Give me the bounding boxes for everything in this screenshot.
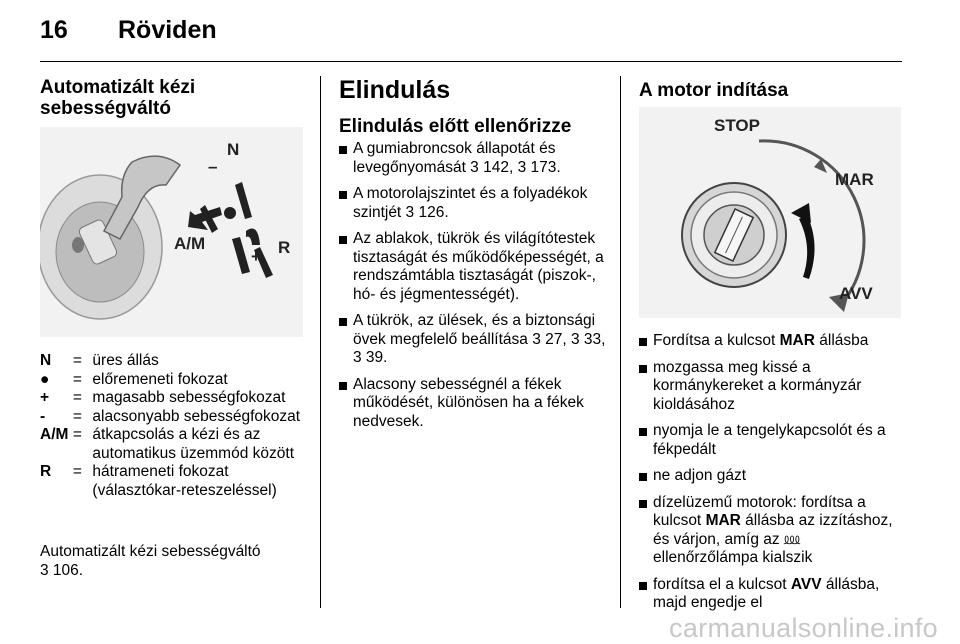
legend-desc: átkapcsolás a kézi és az automatikus üzemmód között bbox=[92, 426, 294, 462]
gearbox-reference: Automatizált kézi sebességváltó 3 106. bbox=[40, 543, 261, 579]
subheading-check: Elindulás előtt ellenőrizze bbox=[339, 116, 572, 137]
legend-row: N = üres állás bbox=[40, 352, 310, 371]
list-item: A gumiabroncsok állapotát és levegőnyomását 3 142, 3 173. bbox=[339, 140, 607, 177]
page-number: 16 bbox=[40, 16, 68, 44]
legend-desc: hátrameneti fokozat (választókar-reteszeléssel) bbox=[92, 463, 277, 499]
gear-label-n: N bbox=[227, 140, 240, 159]
list-item: fordítsa el a kulcsot AVV állásba, majd engedje el bbox=[639, 576, 909, 613]
legend-term: N bbox=[40, 352, 52, 369]
legend-row: A/M = átkapcsolás a kézi és az automatikus üzemmód között bbox=[40, 426, 310, 463]
watermark: carmanualsonline.info bbox=[669, 613, 938, 643]
legend-desc: üres állás bbox=[92, 352, 159, 369]
list-item: mozgassa meg kissé a kormánykereket a kormányzár kioldásához bbox=[639, 359, 909, 415]
gear-label-plus: + bbox=[251, 247, 261, 266]
list-item: Alacsony sebességnél a fékek működését, különösen ha a fékek nedvesek. bbox=[339, 376, 607, 432]
legend-desc: magasabb sebességfokozat bbox=[92, 389, 286, 406]
header-rule bbox=[40, 61, 902, 62]
column-divider-right bbox=[620, 76, 621, 608]
ignition-figure bbox=[639, 107, 901, 318]
ignition-illustration bbox=[639, 107, 901, 318]
legend-desc: alacsonyabb sebességfokozat bbox=[92, 407, 301, 425]
legend-row: - = alacsonyabb sebességfokozat bbox=[40, 408, 310, 427]
legend-row: R = hátrameneti fokozat (választókar-reteszeléssel) bbox=[40, 463, 310, 500]
gear-label-r: R bbox=[278, 238, 291, 257]
gear-selector-figure bbox=[40, 127, 303, 337]
legend-term: - bbox=[40, 407, 46, 425]
legend-row: + = magasabb sebességfokozat bbox=[40, 389, 310, 408]
list-item: dízelüzemű motorok: fordítsa a kulcsot MAR állásba az izzításhoz, és várjon, amíg az ⅏ ellenőrzőlámpa kialszik bbox=[639, 494, 909, 568]
gear-legend bbox=[40, 352, 310, 500]
legend-desc: előremeneti fokozat bbox=[92, 370, 228, 388]
list-item: Fordítsa a kulcsot MAR állásba bbox=[639, 332, 909, 351]
legend-term: + bbox=[40, 389, 50, 406]
list-item: A motorolajszintet és a folyadékok szintjét 3 126. bbox=[339, 185, 607, 222]
legend-term: A/M bbox=[40, 426, 69, 443]
legend-term: R bbox=[40, 463, 52, 480]
list-item: Az ablakok, tükrök és világítótestek tisztaságát és működőképességét, a rendszámtábla tisztaságát (piszok-, hó- és jégmentességét). bbox=[339, 230, 607, 304]
list-item: A tükrök, az ülések, és a biztonsági övek megfelelő beállítása 3 27, 3 33, 3 39. bbox=[339, 312, 607, 368]
gear-label-minus: – bbox=[208, 157, 218, 176]
gear-selector-illustration bbox=[40, 127, 303, 337]
ignition-label-mar: MAR bbox=[835, 170, 874, 189]
section-heading-engine-start: A motor indítása bbox=[639, 80, 789, 101]
legend-term: ● bbox=[40, 370, 50, 388]
column-divider-left bbox=[320, 76, 321, 608]
engine-start-list bbox=[639, 332, 909, 621]
page-title: Röviden bbox=[118, 16, 217, 44]
ignition-label-stop: STOP bbox=[714, 116, 760, 135]
check-list bbox=[339, 140, 607, 439]
section-heading-start: Elindulás bbox=[339, 76, 451, 104]
gear-label-am: A/M bbox=[174, 234, 206, 253]
list-item: ne adjon gázt bbox=[639, 467, 909, 486]
legend-row: ● = előremeneti fokozat bbox=[40, 371, 310, 390]
section-heading-gearbox: Automatizált kézi sebességváltó bbox=[40, 77, 196, 119]
ignition-label-avv: AVV bbox=[839, 284, 873, 303]
list-item: nyomja le a tengelykapcsolót és a fékpedált bbox=[639, 422, 909, 459]
